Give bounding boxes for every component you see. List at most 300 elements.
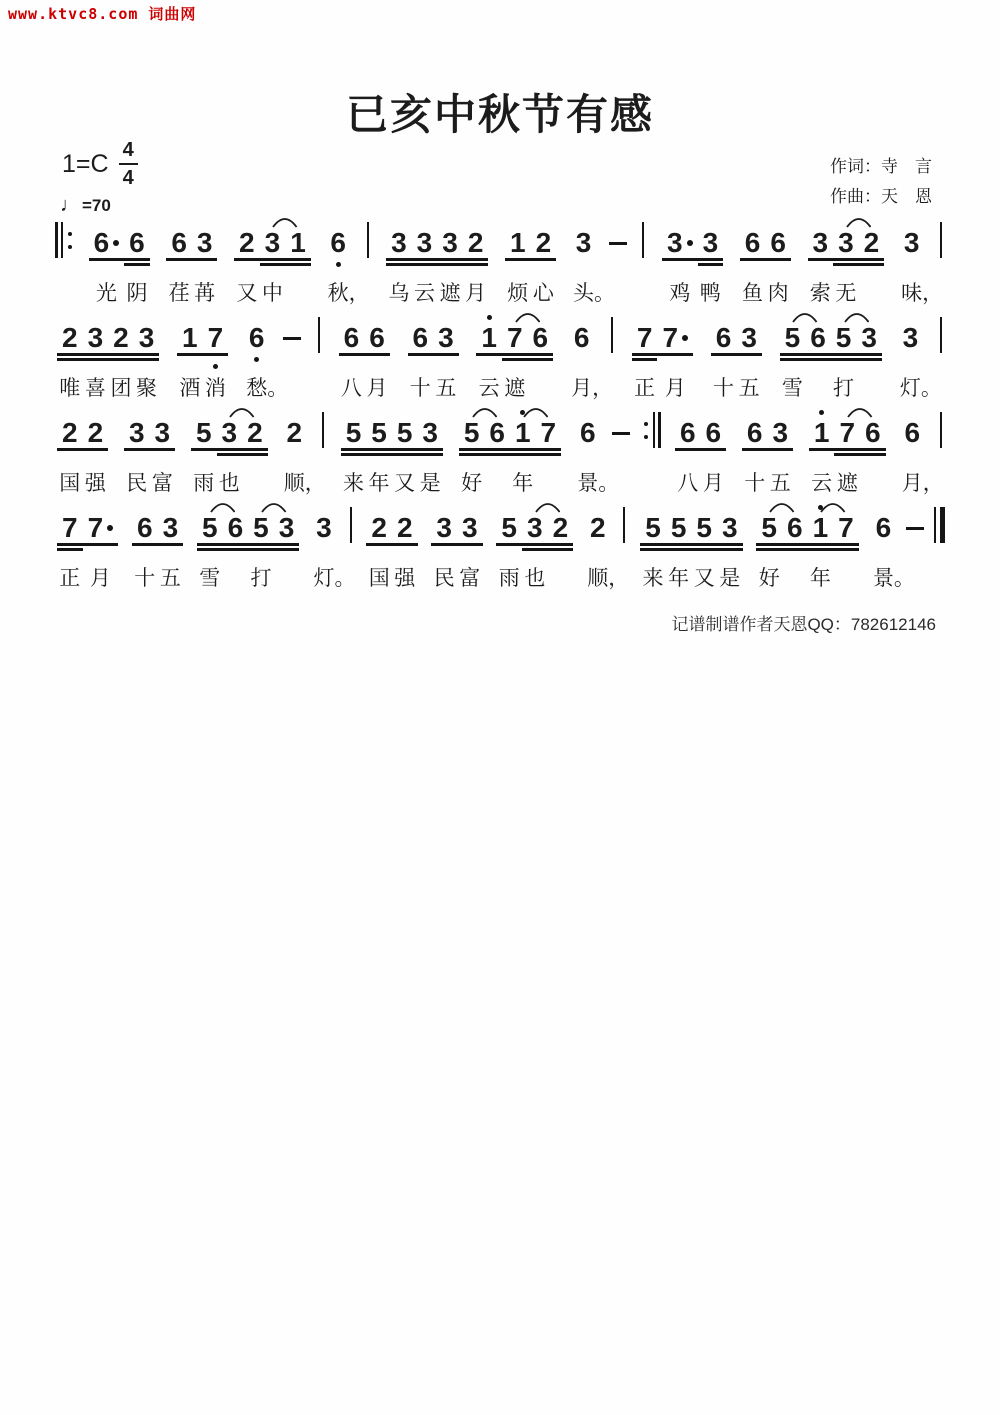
beam-underline — [431, 543, 457, 546]
note-group — [366, 498, 417, 595]
note-digit — [366, 418, 392, 448]
beam-underline — [536, 453, 562, 456]
lyric — [193, 468, 214, 500]
note-number: 5 — [670, 512, 687, 543]
note-cell — [248, 498, 274, 595]
beam-underline — [260, 263, 286, 266]
beam-underline — [158, 543, 184, 546]
note-digit — [571, 228, 597, 258]
beam-underlines — [366, 448, 392, 457]
beam-underlines — [197, 543, 223, 552]
note-cell — [502, 308, 528, 405]
lyric-syllable: 酒 — [179, 377, 201, 400]
beam-underlines — [433, 353, 459, 362]
note-number: 6 — [744, 227, 761, 258]
lyric — [394, 563, 415, 595]
note-digit — [244, 323, 270, 353]
beam-underlines — [833, 543, 859, 552]
note-cell — [89, 213, 125, 310]
beam-underlines — [457, 543, 483, 552]
note-number: 2 — [62, 417, 78, 448]
note-group — [742, 403, 793, 500]
lyric — [90, 563, 111, 595]
beam-underline — [223, 548, 249, 551]
note-digit — [463, 228, 489, 258]
lyric-syllable: 喜 — [84, 377, 106, 400]
note-cell — [158, 498, 184, 595]
lyric-syllable: 八 — [677, 472, 699, 495]
beam-underlines — [83, 543, 119, 552]
beam-underline — [805, 358, 831, 361]
note-cell — [197, 498, 223, 595]
note-number: 5 — [371, 417, 387, 448]
beam-underline — [780, 358, 806, 361]
lyric — [872, 563, 915, 595]
lyric — [643, 563, 664, 595]
note-cell — [756, 498, 782, 595]
beam-underline — [57, 353, 83, 356]
duration-dot — [682, 335, 688, 341]
lyric — [677, 468, 698, 500]
note-number: 6 — [579, 417, 596, 448]
beam-underline — [510, 453, 536, 456]
beam-underline — [248, 543, 274, 546]
lyric-syllable: 月 ， — [902, 469, 923, 499]
note-group — [197, 498, 299, 595]
note-digit — [408, 323, 434, 353]
duration-dot — [107, 525, 113, 531]
note-cell — [698, 213, 724, 310]
note-cell — [457, 498, 483, 595]
note-group — [166, 213, 217, 310]
beam-underlines — [569, 353, 595, 355]
lyric-syllable: 灯 。 — [900, 374, 921, 404]
bar-line — [350, 498, 352, 543]
lyric — [833, 373, 854, 405]
beam-underline — [632, 353, 658, 356]
note-number: 3 — [667, 227, 683, 258]
beam-underlines — [437, 258, 463, 267]
lyric — [250, 563, 271, 595]
beam-underline — [191, 448, 217, 451]
beam-underlines — [83, 353, 109, 362]
lyric-punctuation: ， — [608, 567, 630, 590]
note-digit — [675, 418, 701, 448]
lyric — [179, 373, 200, 405]
note-number: 5 — [835, 322, 852, 353]
lyric-syllable: 鱼 — [742, 282, 764, 305]
lyric-punctuation: ， — [304, 472, 326, 495]
beam-underlines — [701, 448, 727, 457]
lyric — [499, 563, 520, 595]
note-cell — [742, 403, 768, 500]
note-cell — [463, 213, 489, 310]
note-digit — [575, 418, 601, 448]
lyric-syllable: 味 ， — [901, 279, 922, 309]
beam-underline — [417, 448, 443, 451]
note-cell — [203, 308, 229, 405]
note-cell — [392, 403, 418, 500]
beam-underlines — [223, 543, 249, 552]
note-number: 3 — [87, 322, 104, 353]
octave-dot-area — [819, 403, 824, 418]
note-digit — [585, 513, 611, 543]
beam-underline — [666, 543, 692, 546]
lyric-syllable: 又 — [236, 282, 258, 305]
beam-underline — [177, 353, 203, 356]
note-number: 6 — [715, 322, 732, 353]
note-digit — [528, 323, 554, 353]
bar-line — [623, 498, 625, 543]
score-line — [55, 498, 945, 593]
beam-underline — [632, 358, 658, 361]
beam-underline — [124, 263, 150, 266]
lyric-syllable: 十 — [744, 472, 766, 495]
beam-underline — [392, 453, 418, 456]
lyric-syllable: 强 — [394, 567, 416, 590]
beam-underline — [124, 448, 150, 451]
beam-underlines — [124, 448, 150, 457]
beam-underline — [522, 543, 548, 546]
beam-underline — [833, 258, 859, 261]
note-group — [505, 213, 556, 310]
note-group — [675, 403, 726, 500]
lyric — [59, 373, 80, 405]
note-number: 3 — [316, 512, 332, 543]
note-number: 6 — [904, 417, 921, 448]
note-number: 6 — [875, 512, 892, 543]
lyric — [283, 468, 326, 500]
note-cell — [809, 403, 835, 500]
beam-underline — [859, 258, 885, 261]
low-octave-area — [336, 260, 341, 278]
beam-underline — [657, 353, 693, 356]
beam-underlines — [502, 353, 528, 362]
lyric — [459, 563, 480, 595]
beam-underline — [285, 258, 311, 261]
repeat-dots — [68, 232, 72, 249]
note-digit — [437, 228, 463, 258]
beam-underlines — [859, 258, 885, 267]
note-digit — [502, 323, 528, 353]
note-number: 3 — [438, 322, 454, 353]
note-digit — [83, 323, 109, 353]
lyric-punctuation: 。 — [893, 567, 915, 590]
note-cell — [575, 403, 620, 500]
note-cell — [701, 403, 727, 500]
note-number: 3 — [902, 322, 919, 353]
score-line — [55, 308, 945, 403]
note-number: 3 — [264, 227, 281, 258]
beam-underline — [809, 448, 835, 451]
note-number: 7 — [636, 322, 653, 353]
lyric — [504, 373, 525, 405]
barline-thick — [55, 222, 58, 258]
note-cell — [632, 308, 658, 405]
note-group — [124, 403, 175, 500]
note-digit — [412, 228, 438, 258]
beam-underline — [274, 543, 300, 546]
lyric-syllable: 团 — [110, 377, 132, 400]
beam-underlines — [166, 258, 192, 267]
lyric — [152, 468, 173, 500]
note-digit — [192, 228, 218, 258]
note-cell — [899, 213, 944, 310]
note-number: 6 — [746, 417, 763, 448]
lyric — [524, 563, 545, 595]
bar-line-stroke — [611, 317, 613, 353]
lyric — [420, 468, 441, 500]
beam-underline — [366, 543, 392, 546]
note-number: 1 — [481, 322, 497, 353]
beam-underlines — [575, 448, 601, 450]
note-digit — [701, 418, 727, 448]
note-digit — [756, 513, 782, 543]
note-number: 3 — [138, 322, 155, 353]
lyric — [700, 278, 721, 310]
beam-underlines — [522, 543, 548, 552]
note-digit — [711, 323, 737, 353]
beam-underline — [701, 448, 727, 451]
beam-underlines — [392, 543, 418, 552]
beam-underline — [860, 448, 886, 451]
lyric-syllable: 强 — [84, 472, 106, 495]
beam-underlines — [640, 543, 666, 552]
lyric-syllable: 云 — [413, 282, 435, 305]
lyric — [126, 278, 147, 310]
lyric — [713, 373, 734, 405]
note-digit — [856, 323, 882, 353]
note-digit — [132, 513, 158, 543]
note-digit — [124, 228, 150, 258]
note-digit — [640, 513, 666, 543]
lyric-punctuation: ， — [922, 472, 944, 495]
note-number: 6 — [489, 417, 505, 448]
beam-underline — [756, 548, 782, 551]
note-number: 3 — [812, 227, 829, 258]
lyric — [85, 373, 106, 405]
lyric — [440, 278, 461, 310]
beam-underline — [57, 358, 83, 361]
composer-credit: 作曲：天 恩 — [830, 187, 932, 206]
note-number: 1 — [290, 227, 306, 258]
note-digit — [433, 323, 459, 353]
note-cell — [177, 308, 203, 405]
bar-line — [367, 213, 369, 258]
note-cell — [274, 498, 300, 595]
note-cell — [860, 403, 886, 500]
beam-underline — [522, 548, 548, 551]
beam-underlines — [124, 258, 150, 267]
lyric — [512, 468, 533, 500]
lyric — [367, 373, 388, 405]
note-number: 6 — [248, 322, 265, 353]
lyric — [901, 278, 944, 310]
note-number: 2 — [113, 322, 129, 353]
lyric-syllable: 富 — [151, 472, 173, 495]
beam-underlines — [860, 448, 886, 457]
note-number: 2 — [87, 417, 104, 448]
lyric — [236, 278, 257, 310]
beam-underlines — [463, 258, 489, 267]
bar-line-stroke — [623, 507, 625, 543]
lyric — [835, 278, 856, 310]
beam-underline — [392, 448, 418, 451]
note-cell — [191, 403, 217, 500]
high-octave-dot — [487, 315, 492, 320]
beam-underline — [366, 453, 392, 456]
lyric — [434, 563, 455, 595]
beam-underline — [197, 543, 223, 546]
beam-underlines — [768, 448, 794, 457]
lyric-syllable: 民 — [126, 472, 148, 495]
beam-underline — [742, 448, 768, 451]
lyric-syllable: 苒 — [194, 282, 216, 305]
beam-underlines — [83, 448, 109, 457]
bar-line-stroke — [318, 317, 320, 353]
beam-underline — [83, 353, 109, 356]
lyric-syllable: 好 — [758, 567, 780, 590]
duration-dot — [113, 240, 119, 246]
note-digit — [496, 513, 522, 543]
note-number: 3 — [221, 417, 238, 448]
lyric-syllable: 遮 — [836, 472, 858, 495]
note-group — [662, 213, 723, 310]
lyric-syllable: 云 — [811, 472, 833, 495]
beam-underlines — [666, 543, 692, 552]
note-digit — [548, 513, 574, 543]
song-title: 已亥中秋节有感 — [345, 91, 654, 138]
lyric — [587, 563, 630, 595]
note-cell — [132, 498, 158, 595]
beam-underline — [417, 453, 443, 456]
note-number: 6 — [532, 322, 549, 353]
lyric-syllable: 月 — [465, 282, 487, 305]
beam-underline — [108, 358, 134, 361]
note-digit — [742, 418, 768, 448]
beam-underline — [531, 258, 557, 261]
note-cell — [83, 308, 109, 405]
beam-underline — [666, 548, 692, 551]
beam-underlines — [57, 543, 83, 552]
lyric-syllable: 来 — [342, 472, 364, 495]
note-number: 5 — [696, 512, 712, 543]
beam-underline — [341, 448, 367, 451]
beam-underlines — [831, 353, 857, 362]
beam-underline — [484, 453, 510, 456]
duration-dash — [283, 337, 301, 340]
beam-underline — [698, 263, 724, 266]
beam-underlines — [339, 353, 365, 362]
octave-dot-area — [818, 498, 823, 513]
note-cell — [871, 498, 915, 595]
beam-underlines — [898, 353, 924, 355]
note-group — [339, 308, 390, 405]
beam-underline — [83, 358, 109, 361]
note-cell — [476, 308, 502, 405]
beam-underline — [780, 353, 806, 356]
note-number: 6 — [412, 322, 429, 353]
beam-underline — [459, 453, 485, 456]
note-cell — [531, 213, 557, 310]
beam-underline — [860, 453, 886, 456]
key-prefix: 1=C — [62, 149, 109, 178]
bar-line — [940, 308, 942, 353]
note-digit — [392, 513, 418, 543]
beam-underline — [831, 353, 857, 356]
note-cell — [808, 213, 834, 310]
note-number: 6 — [343, 322, 360, 353]
lyric-syllable: 也 — [218, 472, 240, 495]
note-number: 3 — [128, 417, 145, 448]
note-digit — [809, 418, 835, 448]
beam-underlines — [528, 353, 554, 362]
bar-line-stroke — [940, 222, 942, 258]
note-cell — [57, 498, 83, 595]
note-digit — [260, 228, 286, 258]
lyric — [136, 373, 157, 405]
beam-underline — [134, 353, 160, 356]
note-cell — [736, 308, 762, 405]
high-octave-dot — [819, 410, 824, 415]
lyric — [59, 563, 80, 595]
lyric — [262, 278, 283, 310]
lyric-syllable: 聚 — [136, 377, 158, 400]
note-digit — [281, 418, 307, 448]
note-number: 5 — [345, 417, 362, 448]
beam-underline — [150, 448, 176, 451]
duration-dot — [687, 240, 693, 246]
lyric — [194, 278, 215, 310]
note-digit — [691, 513, 717, 543]
lyric-punctuation: 。 — [598, 472, 620, 495]
lyric — [327, 278, 370, 310]
note-group — [459, 403, 561, 500]
beam-underline — [856, 353, 882, 356]
note-digit — [325, 228, 351, 258]
bar-line-stroke — [322, 412, 324, 448]
lyric — [533, 278, 554, 310]
note-cell — [217, 403, 243, 500]
note-group — [89, 213, 150, 310]
note-digit — [510, 418, 536, 448]
beam-underline — [274, 548, 300, 551]
note-digit — [392, 418, 418, 448]
lyric-syllable: 年 — [809, 567, 831, 590]
note-number: 7 — [62, 512, 78, 543]
beam-underline — [459, 448, 485, 451]
lyric-syllable: 肉 — [767, 282, 789, 305]
lyric — [768, 278, 789, 310]
note-digit — [859, 228, 885, 258]
lyric-syllable: 八 — [340, 377, 362, 400]
note-cell — [528, 308, 554, 405]
beam-underlines — [364, 353, 390, 362]
beam-underline — [124, 258, 150, 261]
beam-underline — [192, 258, 218, 261]
note-number: 2 — [247, 417, 263, 448]
beam-underlines — [177, 353, 203, 362]
note-cell — [780, 308, 806, 405]
beam-underline — [366, 448, 392, 451]
beam-underline — [528, 358, 554, 361]
note-digit — [83, 418, 109, 448]
note-cell — [134, 308, 160, 405]
note-digit — [57, 418, 83, 448]
note-cell — [281, 403, 326, 500]
note-number: 1 — [509, 227, 526, 258]
note-number: 5 — [253, 512, 269, 543]
